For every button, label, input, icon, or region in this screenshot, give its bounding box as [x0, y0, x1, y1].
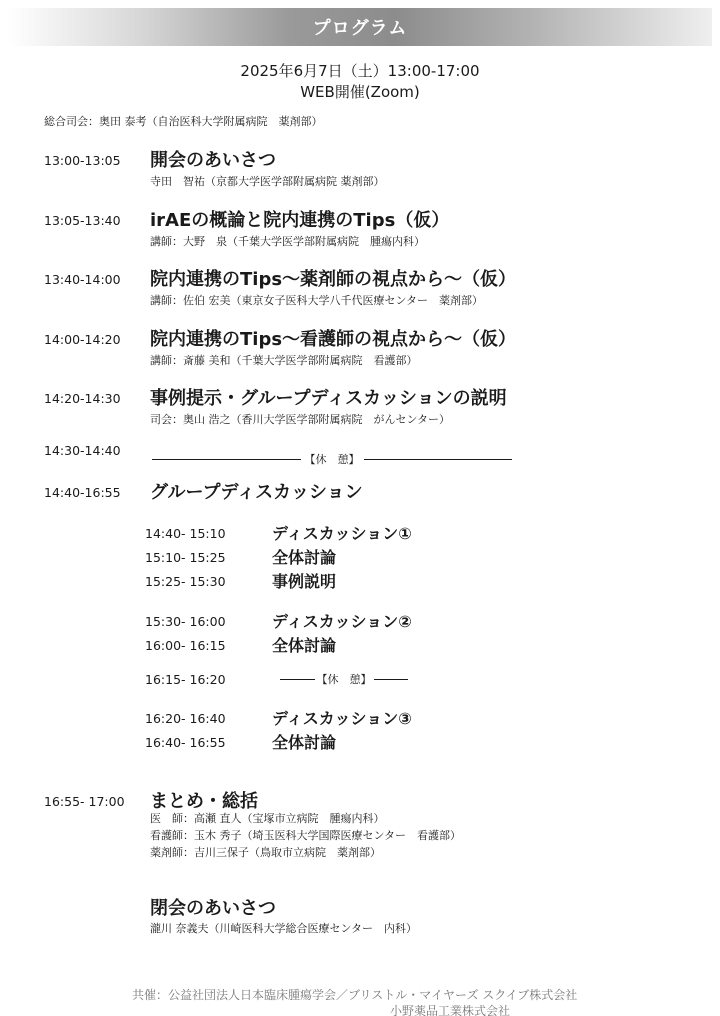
break-time: 16:15- 16:20	[145, 672, 226, 687]
session-speaker: 瀧川 奈義夫（川崎医科大学総合医療センター 内科）	[150, 922, 418, 935]
session-speaker: 寺田 智祐（京都大学医学部附属病院 薬剤部）	[150, 175, 385, 188]
session-title: 院内連携のTips～看護師の視点から～（仮）	[150, 329, 517, 350]
session-speaker: 薬剤師：吉川三保子（鳥取市立病院 薬剤部）	[150, 846, 381, 859]
session-speaker: 講師：大野 泉（千葉大学医学部附属病院 腫瘍内科）	[150, 235, 425, 248]
subsession-title: ディスカッション③	[272, 709, 412, 728]
session-title: グループディスカッション	[150, 482, 363, 503]
break-divider	[280, 671, 408, 687]
session-time: 14:40-16:55	[44, 485, 121, 500]
session-speaker: 講師：佐伯 宏美（東京女子医科大学八千代医療センター 薬剤部）	[150, 294, 484, 307]
break-label: 【休 憩】	[316, 673, 372, 686]
subsession-time: 16:20- 16:40	[145, 711, 226, 726]
subsession-time: 14:40- 15:10	[145, 526, 226, 541]
subsession-title: 全体討論	[272, 636, 337, 655]
session-time: 13:40-14:00	[44, 272, 121, 287]
session-title: 開会のあいさつ	[150, 150, 276, 171]
session-time: 16:55- 17:00	[44, 794, 125, 809]
header-banner	[8, 8, 712, 46]
divider-line	[364, 459, 513, 460]
subsession-time: 15:30- 16:00	[145, 614, 226, 629]
session-title: 院内連携のTips～薬剤師の視点から～（仮）	[150, 269, 517, 290]
subsession-title: ディスカッション②	[272, 612, 412, 631]
session-speaker: 講師：斎藤 美和（千葉大学医学部附属病院 看護部）	[150, 354, 418, 367]
subsession-title: ディスカッション①	[272, 524, 412, 543]
session-title: irAEの概論と院内連携のTips（仮）	[150, 210, 450, 231]
session-time: 14:20-14:30	[44, 391, 121, 406]
session-time: 14:00-14:20	[44, 332, 121, 347]
subsession-title: 全体討論	[272, 733, 337, 752]
subsession-time: 16:00- 16:15	[145, 638, 226, 653]
divider-line	[152, 459, 301, 460]
sponsor-line: 小野薬品工業株式会社	[390, 1004, 511, 1016]
subsession-title: 事例説明	[272, 572, 337, 591]
event-date: 2025年6月7日（土）13:00-17:00	[240, 62, 480, 80]
subsession-title: 全体討論	[272, 548, 337, 567]
break-divider	[152, 451, 512, 467]
subsession-time: 15:25- 15:30	[145, 574, 226, 589]
break-time: 14:30-14:40	[44, 443, 121, 458]
subsession-time: 16:40- 16:55	[145, 735, 226, 750]
session-title: 閉会のあいさつ	[150, 898, 276, 919]
session-time: 13:00-13:05	[44, 153, 121, 168]
session-time: 13:05-13:40	[44, 213, 121, 228]
session-title: 事例提示・グループディスカッションの説明	[150, 388, 507, 409]
break-label: 【休 憩】	[304, 453, 360, 466]
sponsor-line: 共催：公益社団法人日本臨床腫瘍学会／ブリストル・マイヤーズ スクイブ株式会社	[132, 988, 578, 1002]
general-moderator: 総合司会：奥田 泰考（自治医科大学附属病院 薬剤部）	[44, 115, 323, 128]
session-title: まとめ・総括	[150, 791, 258, 812]
divider-line	[374, 679, 409, 680]
event-venue: WEB開催(Zoom)	[300, 83, 420, 101]
session-speaker: 医 師：高瀬 直人（宝塚市立病院 腫瘍内科）	[150, 812, 385, 825]
divider-line	[280, 679, 315, 680]
session-speaker: 看護師：玉木 秀子（埼玉医科大学国際医療センター 看護部）	[150, 829, 462, 842]
subsession-time: 15:10- 15:25	[145, 550, 226, 565]
session-speaker: 司会：奥山 浩之（香川大学医学部附属病院 がんセンター）	[150, 413, 451, 426]
page-title: プログラム	[312, 18, 408, 39]
